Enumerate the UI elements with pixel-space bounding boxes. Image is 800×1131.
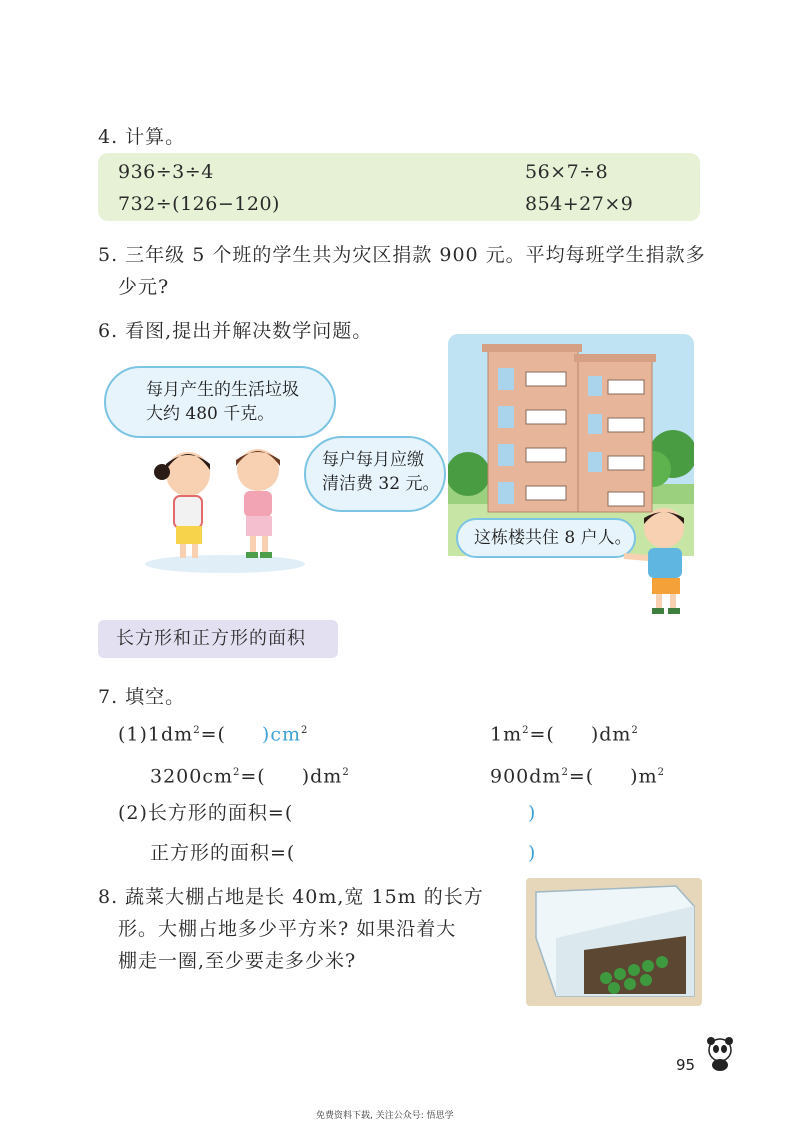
fill-blank-900dm2: $900dm^2=$( )$m^2$	[490, 765, 665, 788]
q5-line-2: 少元?	[118, 276, 170, 298]
footer-note: 免费资料下载, 关注公众号: 悟思学	[316, 1111, 454, 1121]
q8-line-1: 8. 蔬菜大棚占地是长 40m,宽 15m 的长方	[98, 886, 484, 908]
boy-illustration	[620, 504, 700, 620]
bubble-text: 每月产生的生活垃圾	[146, 380, 299, 400]
bubble-text: 大约 480 千克。	[146, 404, 275, 424]
section-header: 长方形和正方形的面积	[98, 620, 338, 658]
q6-title: 6. 看图,提出并解决数学问题。	[98, 320, 373, 342]
speech-bubble-fee	[304, 436, 446, 512]
calc-item-1: 936÷3÷4	[118, 161, 214, 183]
page-number: 95	[676, 1056, 696, 1074]
speech-bubble-garbage	[104, 366, 336, 438]
greenhouse-illustration	[526, 878, 702, 1006]
fill-blank-1dm2: $(1)1dm^2=$( )$cm^2$	[118, 723, 309, 746]
q8-line-2: 形。大棚占地多少平方米? 如果沿着大	[118, 918, 457, 940]
q5-line-1: 5. 三年级 5 个班的学生共为灾区捐款 900 元。平均每班学生捐款多	[98, 244, 706, 266]
bubble-text: 每户每月应缴	[322, 450, 424, 470]
bubble-text: 这栋楼共住 8 户人。	[474, 528, 632, 548]
q4-title: 4. 计算。	[98, 126, 186, 148]
panda-icon	[700, 1032, 740, 1072]
speech-bubble-households	[456, 518, 636, 558]
fill-blank-3200cm2: $3200cm^2=$( )$dm^2$	[150, 765, 350, 788]
fill-blank-1m2: $1m^2=$( )$dm^2$	[490, 723, 639, 746]
q7-title: 7. 填空。	[98, 686, 186, 708]
close-paren: )	[528, 842, 537, 864]
rectangle-area-formula: (2)长方形的面积=(	[118, 802, 294, 824]
kids-illustration	[140, 440, 310, 575]
bubble-text: 清洁费 32 元。	[322, 474, 440, 494]
close-paren: )	[528, 802, 537, 824]
square-area-formula: 正方形的面积=(	[150, 842, 296, 864]
calc-item-4: 854+27×9	[525, 193, 634, 215]
q8-line-3: 棚走一圈,至少要走多少米?	[118, 950, 357, 972]
calc-item-2: 56×7÷8	[525, 161, 609, 183]
calc-item-3: 732÷(126−120)	[118, 193, 280, 215]
